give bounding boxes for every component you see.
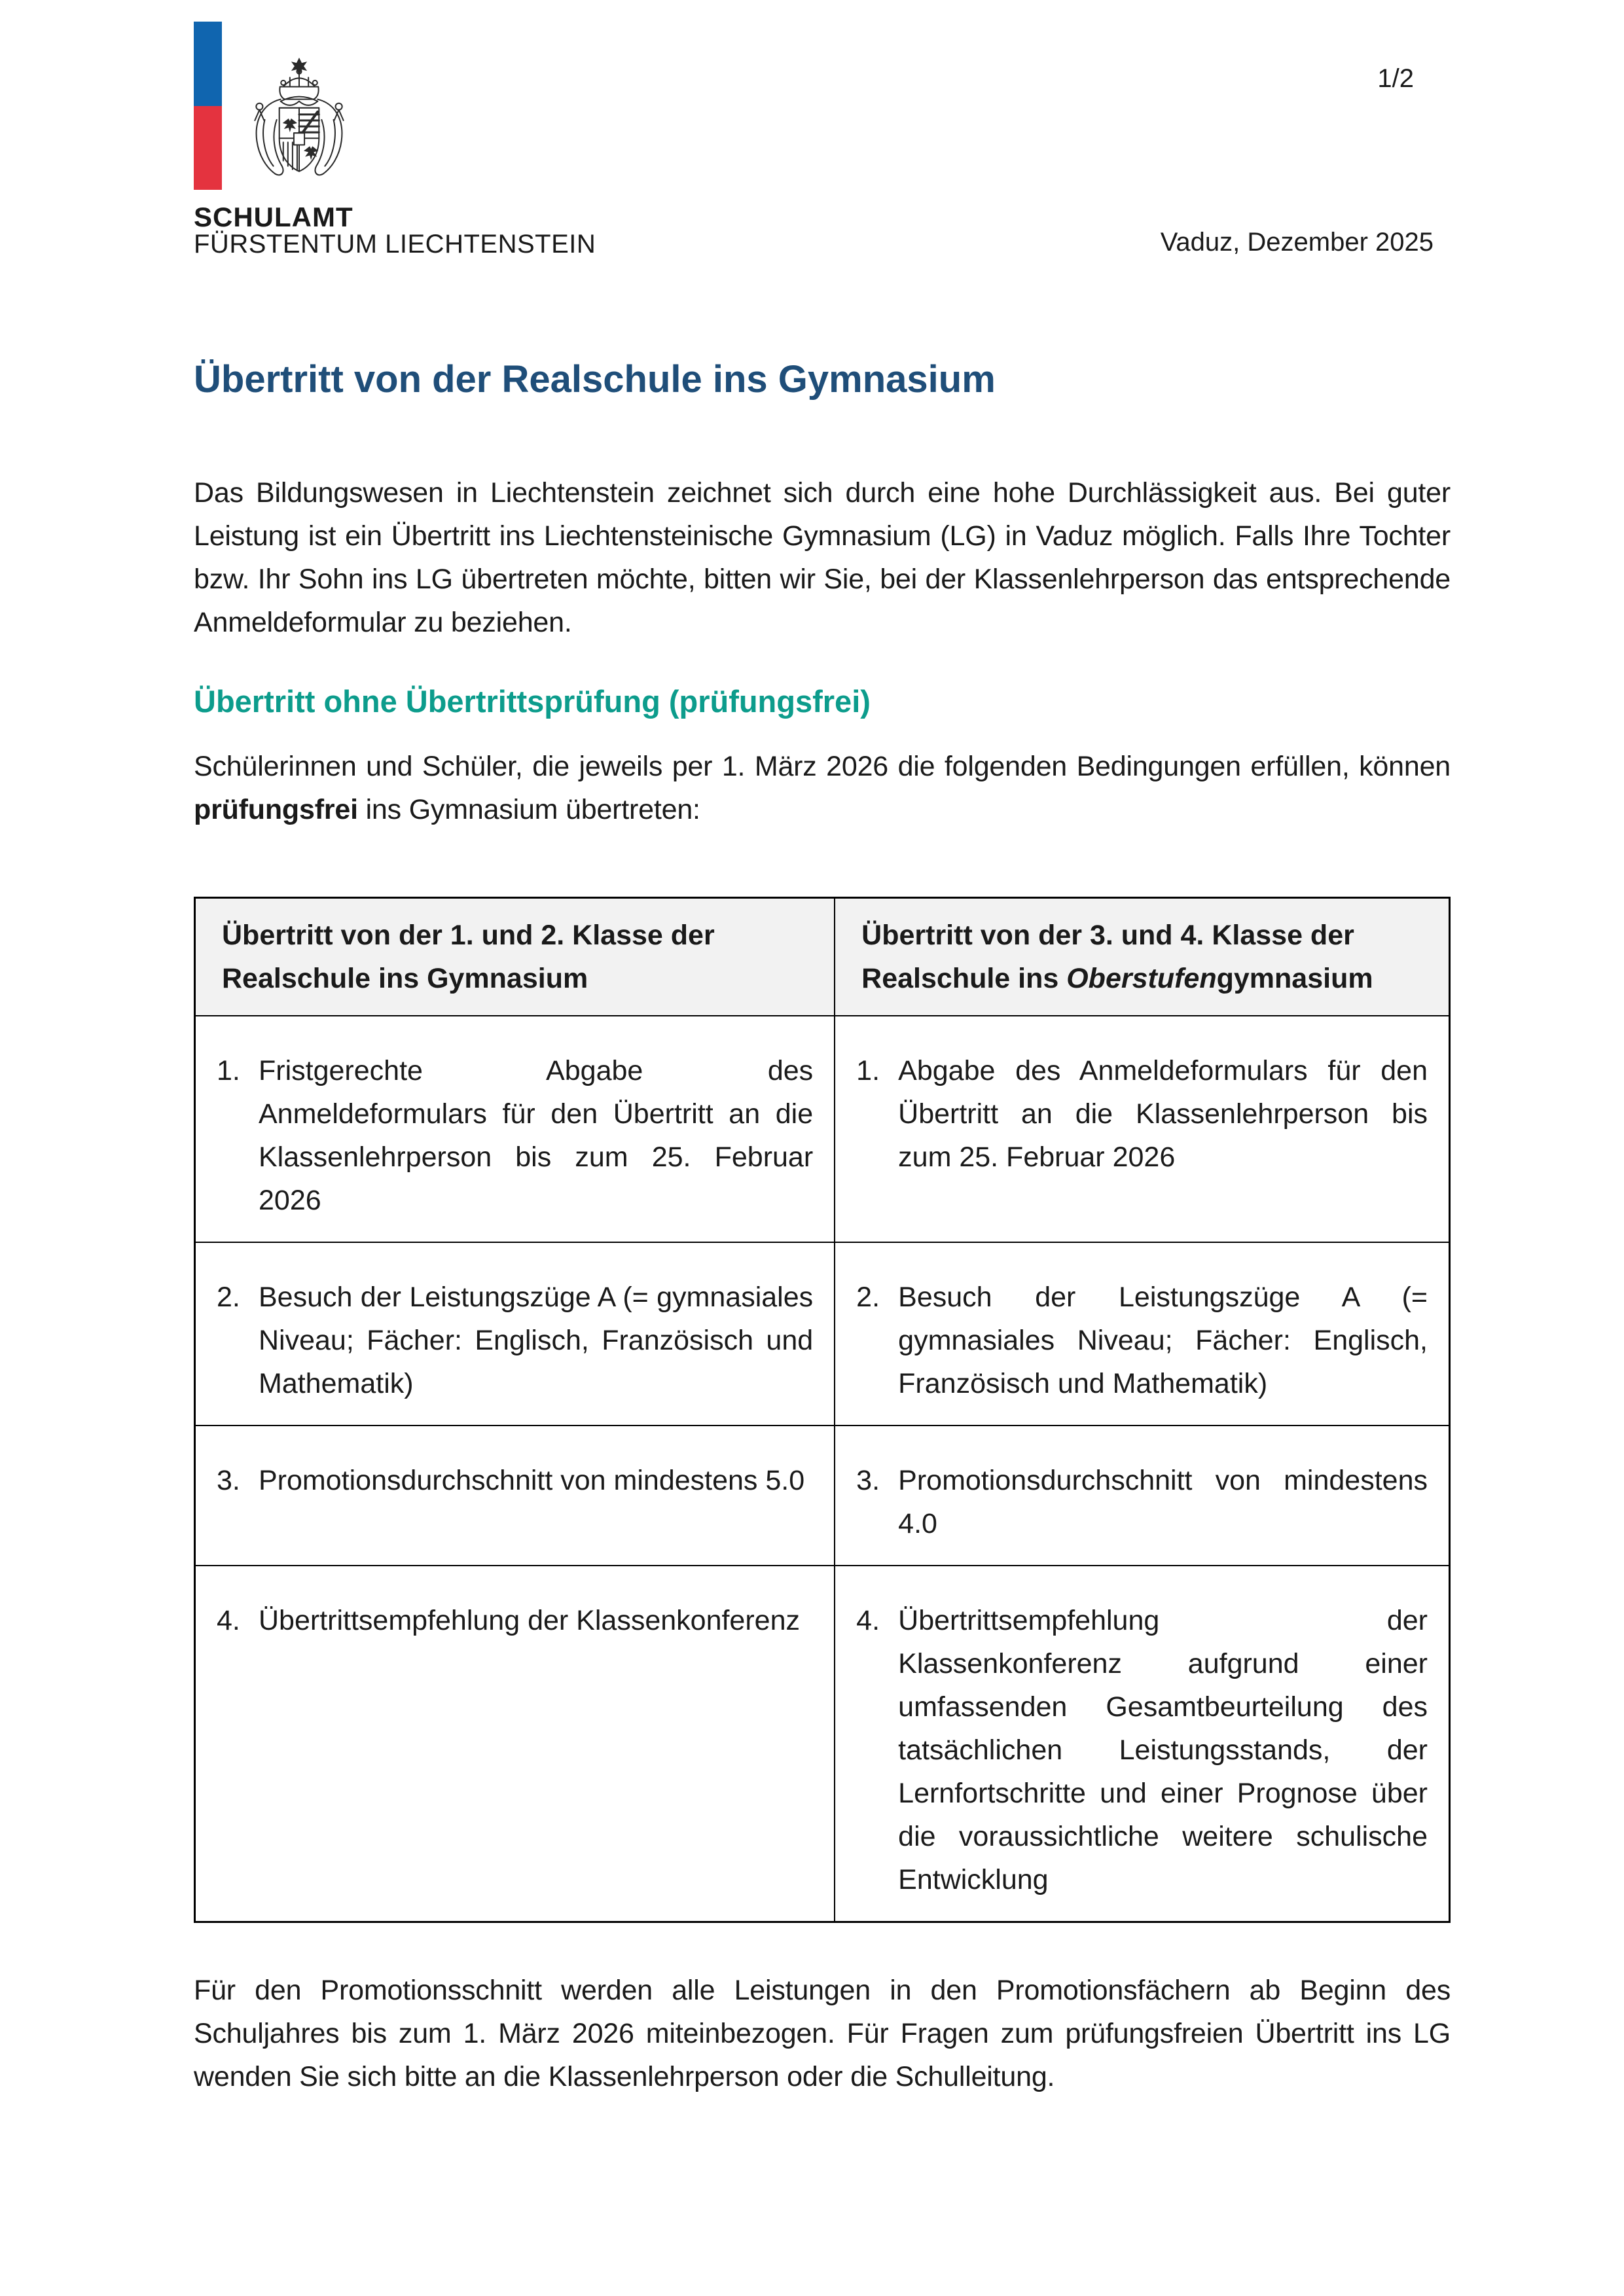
item-text: Besuch der Leistungszüge A (= gymnasiales Niveau; Fächer: Englisch, Französisch und Mathematik) bbox=[259, 1281, 814, 1399]
table-header-right-end: gymnasium bbox=[1216, 962, 1373, 994]
document-title: Übertritt von der Realschule ins Gymnasium bbox=[194, 358, 996, 401]
table-row bbox=[195, 1566, 1450, 1922]
section-heading: Übertritt ohne Übertrittsprüfung (prüfungsfrei) bbox=[194, 684, 871, 719]
transfer-conditions-table bbox=[194, 897, 1451, 1923]
table-header-row bbox=[195, 898, 1450, 1016]
item-text: Promotionsdurchschnitt von mindestens 5.0 bbox=[259, 1464, 805, 1496]
condition-cell-right-1 bbox=[835, 1016, 1449, 1242]
condition-cell-left-4 bbox=[195, 1566, 835, 1922]
item-text: Fristgerechte Abgabe des Anmeldeformulars für den Übertritt an die Klassenlehrperson bis zum 25. Februar 2026 bbox=[259, 1054, 814, 1216]
item-text: Abgabe des Anmeldeformulars für den Übertritt an die Klassenlehrperson bis zum 25. Februar 2026 bbox=[898, 1054, 1428, 1173]
item-text: Besuch der Leistungszüge A (= gymnasiales Niveau; Fächer: Englisch, Französisch und Mathematik) bbox=[898, 1281, 1428, 1399]
place-date-line: Vaduz, Dezember 2025 bbox=[1160, 228, 1434, 257]
outro-paragraph: Für den Promotionsschnitt werden alle Leistungen in den Promotionsfächern ab Beginn des Schuljahres bis zum 1. März 2026 miteinbezogen. Für Fragen zum prüfungsfreien Übertritt ins LG wenden Sie sich bitte an die Klassenlehrperson oder die Schulleitung. bbox=[194, 1974, 1451, 2092]
table-row bbox=[195, 1016, 1450, 1242]
brand-name: SCHULAMT bbox=[194, 202, 353, 232]
table-header-right bbox=[835, 898, 1449, 1016]
brand-color-bar bbox=[194, 22, 222, 190]
item-text: Übertrittsempfehlung der Klassenkonferenz aufgrund einer umfassenden Gesamtbeurteilung des tatsächlichen Leistungsstands, der Lernfortschritte und einer Prognose über die voraussichtliche weitere schulische Entwicklung bbox=[898, 1604, 1428, 1895]
brand-bar-red bbox=[194, 106, 222, 190]
item-text: Promotionsdurchschnitt von mindestens 4.0 bbox=[898, 1464, 1428, 1539]
item-number: 2. bbox=[217, 1281, 240, 1313]
condition-cell-left-2 bbox=[195, 1242, 835, 1426]
brand-bar-blue bbox=[194, 22, 222, 106]
brand-subtitle: FÜRSTENTUM LIECHTENSTEIN bbox=[194, 230, 596, 259]
item-number: 1. bbox=[217, 1054, 240, 1086]
item-number: 4. bbox=[856, 1604, 880, 1636]
item-number: 3. bbox=[856, 1464, 880, 1496]
condition-cell-left-3 bbox=[195, 1426, 835, 1566]
table-row bbox=[195, 1426, 1450, 1566]
liechtenstein-crest-icon bbox=[244, 55, 355, 186]
table-row bbox=[195, 1242, 1450, 1426]
item-text: Übertrittsempfehlung der Klassenkonferenz bbox=[259, 1604, 800, 1636]
condition-cell-right-3 bbox=[835, 1426, 1449, 1566]
table-header-right-start: Übertritt von der 3. und 4. Klasse der Realschule ins bbox=[861, 919, 1354, 994]
condition-cell-left-1 bbox=[195, 1016, 835, 1242]
item-number: 1. bbox=[856, 1054, 880, 1086]
lead-text-end: ins Gymnasium übertreten: bbox=[357, 794, 700, 825]
document-body bbox=[194, 357, 1451, 2098]
table-header-left: Übertritt von der 1. und 2. Klasse der Realschule ins Gymnasium bbox=[195, 898, 835, 1016]
condition-cell-right-4 bbox=[835, 1566, 1449, 1922]
lead-text-start: Schülerinnen und Schüler, die jeweils per 1. März 2026 die folgenden Bedingungen erfüllen, können bbox=[194, 751, 1451, 782]
lead-paragraph bbox=[194, 745, 1451, 831]
condition-cell-right-2 bbox=[835, 1242, 1449, 1426]
item-number: 3. bbox=[217, 1464, 240, 1496]
page-number: 1/2 bbox=[1377, 64, 1414, 93]
intro-paragraph: Das Bildungswesen in Liechtenstein zeichnet sich durch eine hohe Durchlässigkeit aus. Bei guter Leistung ist ein Übertritt ins Liechtensteinische Gymnasium (LG) in Vaduz möglich. Falls Ihre Tochter bzw. Ihr Sohn ins LG übertreten möchte, bitten wir Sie, bei der Klassenlehrperson das entsprechende Anmeldeformular zu beziehen. bbox=[194, 477, 1451, 638]
table-header-right-italic: Oberstufen bbox=[1066, 962, 1217, 994]
item-number: 4. bbox=[217, 1604, 240, 1636]
lead-text-bold: prüfungsfrei bbox=[194, 794, 358, 825]
item-number: 2. bbox=[856, 1281, 880, 1313]
